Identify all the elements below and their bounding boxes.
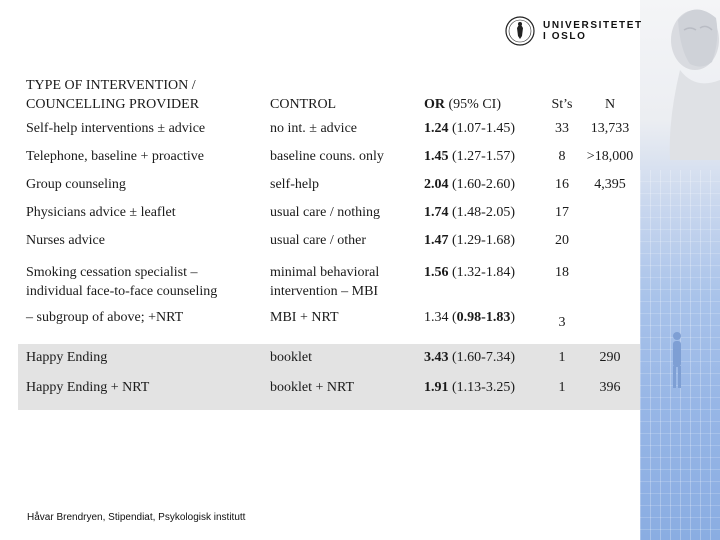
table-row-subgroup: [18, 308, 640, 344]
cell-intervention: Group counseling: [26, 177, 126, 192]
cell-ci: (1.07-1.45): [448, 121, 515, 136]
cell-or: [416, 231, 544, 259]
cell-control: booklet: [262, 344, 416, 376]
intervention-results-table: [18, 76, 640, 410]
cell-or-value: 1.34: [424, 310, 449, 325]
cell-intervention: Happy Ending: [18, 344, 262, 376]
cell-ci: (1.27-1.57): [448, 149, 515, 164]
university-logo: [505, 16, 643, 46]
cell-or: [416, 175, 544, 203]
cell-intervention: Nurses advice: [26, 233, 105, 248]
statue-bust-illustration: [650, 0, 720, 160]
university-name-line2: I OSLO: [543, 31, 587, 42]
cell-or: [416, 203, 544, 231]
cell-control: MBI + NRT: [270, 310, 339, 325]
table-row: [18, 231, 640, 259]
cell-or-value: 3.43: [424, 350, 449, 365]
person-silhouette-illustration: [670, 330, 684, 390]
cell-control: usual care / nothing: [270, 205, 381, 220]
cell-intervention: Self-help interventions ± advice: [26, 121, 206, 136]
cell-or-value: 1.91: [424, 380, 449, 395]
table-header-row: [18, 76, 640, 119]
cell-studies: 33: [555, 121, 569, 136]
table-row: [18, 147, 640, 175]
cell-n: 4,395: [594, 177, 626, 192]
header-or-ci: (95% CI): [445, 97, 501, 112]
cell-ci: (1.60-7.34): [448, 350, 515, 365]
table-row: [18, 259, 640, 308]
table-row-highlight: [18, 376, 640, 410]
table-row: [18, 119, 640, 147]
table-row: [18, 203, 640, 231]
university-seal-icon: [505, 16, 535, 46]
university-name-line1: UNIVERSITETET: [543, 20, 643, 31]
cell-intervention: – subgroup of above; +NRT: [26, 310, 184, 325]
cell-studies: 17: [555, 205, 569, 220]
cell-or: [416, 376, 544, 410]
cell-intervention: Smoking cessation specialist – individual face-to-face counseling: [26, 265, 218, 299]
cell-control: baseline couns. only: [270, 149, 384, 164]
cell-or: [416, 259, 544, 308]
cell-ci: (1.60-2.60): [448, 177, 515, 192]
cell-n: [580, 259, 640, 308]
cell-or: [416, 119, 544, 147]
cell-n: [580, 203, 640, 231]
cell-control: self-help: [270, 177, 319, 192]
header-control: CONTROL: [270, 97, 337, 112]
cell-n: 13,733: [590, 121, 630, 136]
cell-studies: 1: [544, 344, 580, 376]
cell-studies: 8: [558, 149, 566, 164]
header-n: N: [604, 97, 616, 112]
cell-control: usual care / other: [270, 233, 367, 248]
cell-ci: (1.13-3.25): [448, 380, 515, 395]
table-row: [18, 175, 640, 203]
cell-or-value: 2.04: [424, 177, 449, 192]
cell-ci-close: ): [510, 310, 516, 325]
cell-intervention: Happy Ending + NRT: [18, 376, 262, 410]
cell-control: minimal behavioral intervention – MBI: [270, 265, 380, 299]
table-row-highlight: [18, 344, 640, 376]
header-studies: St’s: [551, 97, 573, 112]
cell-or-value: 1.24: [424, 121, 449, 136]
cell-ci: (1.32-1.84): [448, 265, 515, 280]
cell-control: booklet + NRT: [262, 376, 416, 410]
header-or: [416, 76, 544, 119]
cell-studies: 1: [544, 376, 580, 410]
cell-studies: 18: [555, 265, 569, 280]
footer-author: Håvar Brendryen, Stipendiat, Psykologisk institutt: [27, 512, 246, 523]
cell-ci: (1.29-1.68): [448, 233, 515, 248]
cell-or: [416, 147, 544, 175]
cell-studies: 20: [555, 233, 569, 248]
cell-or-value: 1.47: [424, 233, 449, 248]
cell-studies: 16: [555, 177, 569, 192]
cell-intervention: Telephone, baseline + proactive: [26, 149, 204, 164]
cell-or-value: 1.74: [424, 205, 449, 220]
cell-intervention: Physicians advice ± leaflet: [26, 205, 176, 220]
cell-n: 290: [580, 344, 640, 376]
cell-n: >18,000: [586, 149, 634, 164]
cell-or: [416, 308, 544, 344]
decorative-side-panel: [640, 0, 720, 540]
header-or-label: OR: [424, 97, 445, 112]
cell-or-value: 1.56: [424, 265, 449, 280]
cell-or: [416, 344, 544, 376]
cell-n: [580, 231, 640, 259]
cell-n: 396: [580, 376, 640, 410]
cell-control: no int. ± advice: [270, 121, 357, 136]
cell-ci-bold: 0.98-1.83: [456, 310, 511, 325]
header-intervention: TYPE OF INTERVENTION / COUNCELLING PROVIDER: [26, 78, 200, 112]
cell-ci-open: (: [448, 310, 457, 325]
cell-n: [580, 308, 640, 344]
cell-or-value: 1.45: [424, 149, 449, 164]
cell-studies: 3: [558, 315, 566, 330]
cell-ci: (1.48-2.05): [448, 205, 515, 220]
